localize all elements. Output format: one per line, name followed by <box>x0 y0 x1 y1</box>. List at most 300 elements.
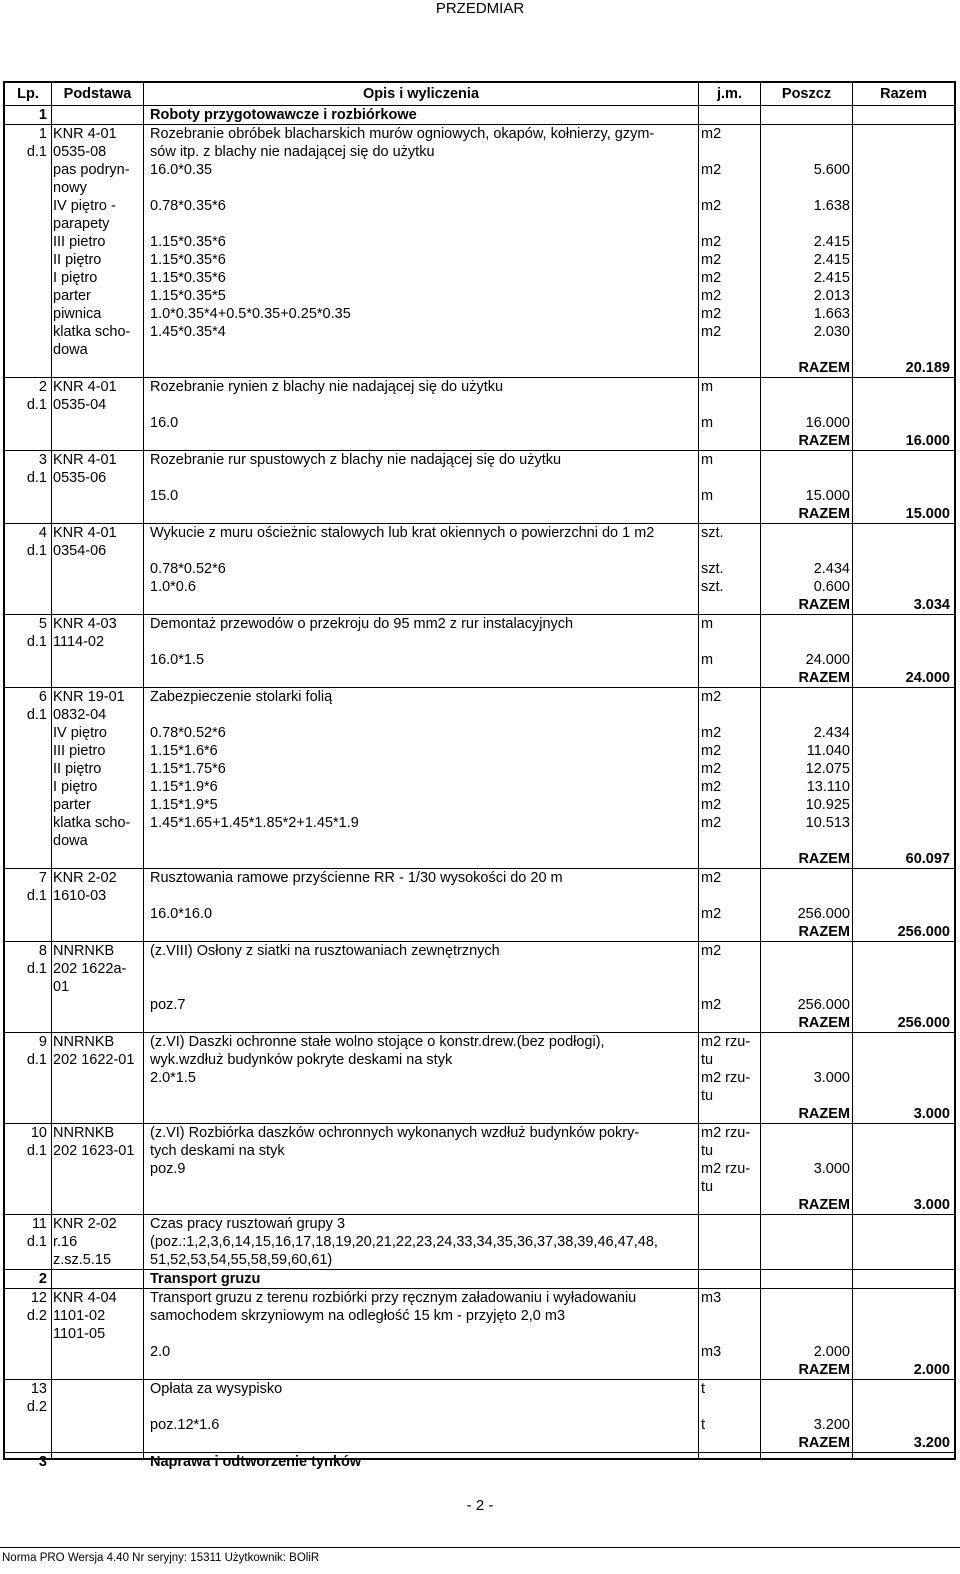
cell-poszcz: RAZEM <box>798 851 850 867</box>
cell-razem <box>852 814 954 850</box>
cell-razem <box>852 778 954 796</box>
table-row <box>5 1032 954 1069</box>
cell-lp <box>5 1361 50 1379</box>
cell-podstawa: KNR 4-01 0535-08 <box>53 126 117 160</box>
section-row <box>5 1269 954 1288</box>
cell-opis <box>146 1105 699 1123</box>
cell-lp <box>5 414 50 432</box>
cell-poszcz: 2.415 <box>813 234 850 250</box>
cell-podstawa: IV piętro - parapety <box>53 198 116 232</box>
cell-podstawa: KNR 19-01 0832-04 <box>53 689 125 723</box>
cell-podstawa <box>50 996 146 1014</box>
cell-razem <box>852 1124 954 1160</box>
cell-opis <box>146 1434 699 1452</box>
cell-podstawa: I piętro <box>53 270 98 286</box>
table-row <box>5 450 954 487</box>
cell-poszcz: 2.000 <box>813 1344 850 1360</box>
cell-opis: 1.15*1.9*5 <box>150 797 218 813</box>
cell-jm: szt. <box>701 561 724 577</box>
cell-jm <box>699 1105 769 1123</box>
cell-jm <box>699 669 769 687</box>
cell-podstawa: klatka scho- dowa <box>53 815 131 849</box>
cell-razem <box>852 796 954 814</box>
cell-poszcz: 13.110 <box>806 779 850 795</box>
cell-opis: Rozebranie rur spustowych z blachy nie nadającej się do użytku <box>150 452 562 468</box>
header-poszcz: Poszcz <box>760 83 852 105</box>
cell-lp <box>5 905 50 923</box>
cell-opis: Opłata za wysypisko <box>150 1381 283 1397</box>
cell-poszcz <box>769 1033 852 1069</box>
table-row <box>5 197 954 233</box>
estimate-table <box>3 81 956 1470</box>
cell-razem: 2.000 <box>913 1362 950 1378</box>
cell-poszcz <box>769 451 852 487</box>
cell-lp: 6 d.1 <box>26 689 47 723</box>
cell-lp: 12 d.2 <box>26 1290 47 1324</box>
cell-lp: 13 d.2 <box>26 1381 47 1415</box>
cell-jm: m3 <box>701 1344 722 1360</box>
cell-podstawa: parter <box>53 797 91 813</box>
total-row <box>5 1105 954 1123</box>
cell-poszcz: 16.000 <box>805 415 850 431</box>
total-row <box>5 669 954 687</box>
cell-jm <box>699 432 769 450</box>
cell-jm: m3 <box>701 1290 722 1306</box>
table-row <box>5 905 954 923</box>
cell-lp: 8 d.1 <box>26 943 47 977</box>
cell-razem <box>852 996 954 1014</box>
cell-lp <box>5 1160 50 1196</box>
cell-razem: 256.000 <box>897 924 950 940</box>
table-row <box>5 523 954 560</box>
cell-jm <box>699 596 769 614</box>
cell-podstawa <box>50 669 146 687</box>
cell-lp <box>5 760 50 778</box>
cell-jm: m2 rzu- tu <box>701 1125 751 1159</box>
cell-poszcz: 0.600 <box>813 579 850 595</box>
cell-podstawa <box>50 414 146 432</box>
cell-jm <box>699 359 769 377</box>
cell-lp: 2 <box>38 1271 47 1287</box>
cell-opis <box>146 850 699 868</box>
cell-lp <box>5 233 50 251</box>
cell-opis: 1.15*0.35*5 <box>150 288 226 304</box>
column-divider <box>698 105 699 1458</box>
cell-lp <box>5 651 50 669</box>
table-row <box>5 124 954 161</box>
cell-podstawa: KNR 4-04 1101-02 1101-05 <box>53 1290 117 1342</box>
cell-jm: szt. <box>701 525 724 541</box>
cell-razem <box>852 451 954 487</box>
table-row <box>5 687 954 724</box>
cell-opis <box>146 596 699 614</box>
table-row <box>5 287 954 305</box>
page-title: PRZEDMIAR <box>435 0 525 17</box>
table-row <box>5 1288 954 1343</box>
cell-podstawa <box>50 1105 146 1123</box>
cell-opis: 16.0*0.35 <box>150 162 213 178</box>
cell-jm: m2 <box>701 997 722 1013</box>
cell-lp <box>5 305 50 323</box>
cell-podstawa: KNR 4-03 1114-02 <box>53 616 117 650</box>
section-row <box>5 106 954 124</box>
cell-poszcz <box>769 869 852 905</box>
table-body <box>5 106 954 1471</box>
cell-lp <box>5 287 50 305</box>
cell-opis: 2.0 <box>150 1344 171 1360</box>
cell-poszcz: RAZEM <box>798 433 850 449</box>
cell-razem <box>852 323 954 359</box>
cell-jm <box>699 1434 769 1452</box>
cell-razem <box>852 287 954 305</box>
cell-opis: 1.15*0.35*6 <box>150 252 226 268</box>
cell-lp <box>5 1105 50 1123</box>
cell-lp <box>5 161 50 197</box>
header-podstawa: Podstawa <box>51 83 143 105</box>
cell-razem: 24.000 <box>905 670 950 686</box>
cell-lp: 1 <box>38 107 47 123</box>
cell-jm: m <box>701 379 714 395</box>
table-row <box>5 742 954 760</box>
cell-jm: m2 <box>701 689 722 705</box>
cell-opis <box>146 669 699 687</box>
cell-lp: 7 d.1 <box>26 870 47 904</box>
total-row <box>5 1361 954 1379</box>
cell-podstawa: I piętro <box>53 779 98 795</box>
cell-lp <box>5 778 50 796</box>
cell-lp <box>5 578 50 596</box>
cell-podstawa: klatka scho- dowa <box>53 324 131 358</box>
table-row <box>5 377 954 414</box>
cell-poszcz <box>769 524 852 560</box>
cell-lp <box>5 923 50 941</box>
cell-opis <box>146 432 699 450</box>
cell-poszcz <box>769 125 852 161</box>
cell-jm: m <box>701 488 714 504</box>
cell-opis: 16.0*1.5 <box>150 652 205 668</box>
cell-poszcz: 3.000 <box>813 1070 850 1086</box>
cell-lp <box>5 742 50 760</box>
total-row <box>5 1196 954 1214</box>
cell-opis: (z.VI) Daszki ochronne stałe wolno stojące o konstr.drew.(bez podłogi), wyk.wzdłuż budynków pokryte deskami na styk <box>150 1034 605 1068</box>
cell-jm: m2 <box>701 943 722 959</box>
cell-jm: m2 <box>701 288 722 304</box>
cell-lp: 4 d.1 <box>26 525 47 559</box>
cell-poszcz: 15.000 <box>805 488 850 504</box>
cell-jm <box>699 1215 769 1269</box>
cell-razem <box>852 942 954 996</box>
cell-poszcz <box>769 688 852 724</box>
column-divider <box>143 105 144 1458</box>
table-row <box>5 814 954 850</box>
cell-lp <box>5 724 50 742</box>
cell-podstawa <box>50 1361 146 1379</box>
cell-podstawa <box>50 505 146 523</box>
cell-opis: 16.0*16.0 <box>150 906 213 922</box>
table-row <box>5 251 954 269</box>
table-row <box>5 996 954 1014</box>
cell-razem <box>852 688 954 724</box>
total-row <box>5 596 954 614</box>
cell-opis: 1.15*1.9*6 <box>150 779 218 795</box>
cell-jm <box>699 505 769 523</box>
table-row <box>5 1416 954 1434</box>
cell-poszcz <box>769 1270 852 1288</box>
cell-razem <box>852 1380 954 1416</box>
cell-poszcz: RAZEM <box>798 1015 850 1031</box>
cell-razem: 15.000 <box>905 506 950 522</box>
cell-jm: m2 rzu- tu <box>701 1161 751 1195</box>
cell-lp <box>5 269 50 287</box>
cell-podstawa <box>50 1160 146 1196</box>
cell-poszcz: 5.600 <box>813 162 850 178</box>
cell-podstawa: NNRNKB 202 1622a- 01 <box>53 943 127 995</box>
cell-razem <box>852 197 954 233</box>
cell-jm: m2 rzu- tu <box>701 1070 751 1104</box>
cell-lp <box>5 251 50 269</box>
cell-razem <box>852 560 954 578</box>
cell-poszcz: 24.000 <box>805 652 850 668</box>
cell-podstawa <box>50 1270 146 1288</box>
footer-note: Norma PRO Wersja 4.40 Nr seryjny: 15311 Użytkownik: BOliR <box>2 1552 320 1564</box>
cell-podstawa <box>50 923 146 941</box>
column-divider <box>760 105 761 1458</box>
cell-opis: Transport gruzu z terenu rozbiórki przy ręcznym załadowaniu i wyładowaniu samochodem skrzyniowym na odległość 15 km - przyjęto 2,0 m3 <box>150 1290 637 1324</box>
cell-lp <box>5 560 50 578</box>
cell-razem <box>852 1343 954 1361</box>
table-row <box>5 760 954 778</box>
table-header <box>5 83 954 106</box>
cell-poszcz: RAZEM <box>798 1362 850 1378</box>
cell-razem <box>852 869 954 905</box>
cell-razem <box>852 1033 954 1069</box>
cell-jm: m2 <box>701 906 722 922</box>
cell-jm: m2 rzu- tu <box>701 1034 751 1068</box>
cell-jm <box>699 1270 769 1288</box>
table-row <box>5 161 954 197</box>
table-row <box>5 614 954 651</box>
cell-razem: 3.000 <box>913 1106 950 1122</box>
cell-podstawa <box>50 106 146 124</box>
cell-lp <box>5 1343 50 1361</box>
cell-razem <box>852 578 954 596</box>
section-row <box>5 1452 954 1471</box>
cell-opis: 1.0*0.35*4+0.5*0.35+0.25*0.35 <box>150 306 351 322</box>
cell-razem <box>852 1289 954 1343</box>
header-lp: Lp. <box>17 86 39 102</box>
cell-lp <box>5 814 50 850</box>
cell-opis: Demontaż przewodów o przekroju do 95 mm2 z rur instalacyjnych <box>150 616 574 632</box>
cell-podstawa: KNR 4-01 0535-04 <box>53 379 117 413</box>
cell-poszcz: 256.000 <box>797 906 850 922</box>
header-jm: j.m. <box>698 83 760 105</box>
cell-podstawa <box>50 1014 146 1032</box>
cell-podstawa <box>50 850 146 868</box>
cell-poszcz: 2.030 <box>813 324 850 340</box>
cell-podstawa: pas podryn- nowy <box>53 162 130 196</box>
cell-opis: 16.0 <box>150 415 179 431</box>
table-row <box>5 796 954 814</box>
cell-opis: Rozebranie obróbek blacharskich murów ogniowych, okapów, kołnierzy, gzym- sów itp. z blachy nie nadającej się do użytku <box>150 126 655 160</box>
cell-opis <box>146 1361 699 1379</box>
cell-poszcz: 2.013 <box>813 288 850 304</box>
table-row <box>5 1160 954 1196</box>
cell-podstawa: III pietro <box>53 743 106 759</box>
table-row <box>5 1379 954 1416</box>
cell-razem <box>852 1215 954 1269</box>
cell-razem <box>852 414 954 432</box>
cell-podstawa <box>50 1434 146 1452</box>
cell-razem <box>852 742 954 760</box>
cell-opis: (z.VIII) Osłony z siatki na rusztowaniach zewnętrznych <box>150 943 500 959</box>
cell-jm: m <box>701 415 714 431</box>
cell-opis: Naprawa i odtworzenie tynków <box>150 1454 362 1470</box>
cell-podstawa <box>50 651 146 669</box>
cell-lp <box>5 850 50 868</box>
cell-razem <box>852 487 954 505</box>
table-row <box>5 578 954 596</box>
cell-opis: 0.78*0.52*6 <box>150 725 226 741</box>
cell-podstawa <box>50 578 146 596</box>
cell-jm: m2 <box>701 743 722 759</box>
cell-lp <box>5 596 50 614</box>
footer-divider <box>0 1547 960 1548</box>
cell-podstawa: KNR 4-01 0354-06 <box>53 525 117 559</box>
cell-razem <box>852 760 954 778</box>
cell-poszcz: 3.000 <box>813 1161 850 1177</box>
total-row <box>5 359 954 377</box>
cell-opis <box>146 359 699 377</box>
cell-jm: m2 <box>701 797 722 813</box>
cell-razem <box>852 1160 954 1196</box>
cell-podstawa <box>50 432 146 450</box>
cell-podstawa <box>50 487 146 505</box>
cell-jm: m2 <box>701 725 722 741</box>
cell-poszcz <box>769 942 852 996</box>
cell-jm <box>699 106 769 124</box>
total-row <box>5 432 954 450</box>
cell-opis: (z.VI) Rozbiórka daszków ochronnych wykonanych wzdłuż budynków pokry- tych deskami na styk <box>150 1125 640 1159</box>
cell-razem: 3.000 <box>913 1197 950 1213</box>
cell-podstawa: II piętro <box>53 761 102 777</box>
cell-poszcz: RAZEM <box>798 1197 850 1213</box>
cell-razem: 60.097 <box>905 851 950 867</box>
column-divider <box>852 105 853 1458</box>
header-razem: Razem <box>852 83 954 105</box>
cell-jm: m2 <box>701 162 722 178</box>
cell-jm: m2 <box>701 779 722 795</box>
cell-razem <box>852 524 954 560</box>
cell-razem <box>852 251 954 269</box>
cell-jm: m <box>701 452 714 468</box>
cell-opis: poz.7 <box>150 997 186 1013</box>
table-row <box>5 778 954 796</box>
cell-lp: 2 d.1 <box>26 379 47 413</box>
cell-poszcz <box>769 1289 852 1343</box>
cell-opis: 2.0*1.5 <box>150 1070 196 1086</box>
cell-jm <box>699 850 769 868</box>
cell-opis <box>146 1196 699 1214</box>
cell-razem <box>852 905 954 923</box>
cell-razem: 3.034 <box>913 597 950 613</box>
cell-poszcz: 10.513 <box>805 815 850 831</box>
cell-opis: 1.0*0.6 <box>150 579 196 595</box>
cell-jm: t <box>701 1417 706 1433</box>
cell-razem <box>852 378 954 414</box>
cell-opis: Czas pracy rusztowań grupy 3 (poz.:1,2,3,6,14,15,16,17,18,19,20,21,22,23,24,33,34,35,36,37,38,39,46,47,48, 51,52,53,54,55,58,59,60,61) <box>150 1216 658 1268</box>
cell-lp: 1 d.1 <box>26 126 47 160</box>
cell-jm <box>699 1196 769 1214</box>
cell-podstawa: parter <box>53 288 91 304</box>
cell-opis: 1.45*0.35*4 <box>150 324 226 340</box>
cell-opis <box>146 923 699 941</box>
cell-opis: Transport gruzu <box>150 1271 261 1287</box>
cell-jm: m2 <box>701 815 722 831</box>
cell-razem <box>852 125 954 161</box>
cell-jm: m2 <box>701 234 722 250</box>
cell-opis: 1.15*1.75*6 <box>150 761 226 777</box>
table-row <box>5 233 954 251</box>
cell-podstawa <box>50 596 146 614</box>
cell-lp <box>5 1434 50 1452</box>
cell-razem <box>852 724 954 742</box>
cell-poszcz: 2.415 <box>813 252 850 268</box>
cell-razem: 20.189 <box>905 360 950 376</box>
cell-podstawa: KNR 4-01 0535-06 <box>53 452 117 486</box>
cell-podstawa: KNR 2-02 r.16 z.sz.5.15 <box>53 1216 117 1268</box>
cell-jm: m <box>701 652 714 668</box>
cell-opis: 1.15*1.6*6 <box>150 743 218 759</box>
cell-jm <box>699 1453 769 1471</box>
cell-poszcz: RAZEM <box>798 360 850 376</box>
cell-podstawa: II piętro <box>53 252 102 268</box>
cell-jm <box>699 1014 769 1032</box>
table-row <box>5 724 954 742</box>
cell-opis <box>146 1014 699 1032</box>
cell-opis: 1.45*1.65+1.45*1.85*2+1.45*1.9 <box>150 815 359 831</box>
table-row <box>5 941 954 996</box>
cell-razem <box>852 615 954 651</box>
table-row <box>5 269 954 287</box>
cell-opis: Rozebranie rynien z blachy nie nadającej się do użytku <box>150 379 504 395</box>
cell-lp <box>5 432 50 450</box>
cell-podstawa: III pietro <box>53 234 106 250</box>
cell-opis: 0.78*0.35*6 <box>150 198 226 214</box>
cell-poszcz: RAZEM <box>798 597 850 613</box>
table-row <box>5 1343 954 1361</box>
total-row <box>5 505 954 523</box>
cell-razem: 16.000 <box>905 433 950 449</box>
cell-opis <box>146 505 699 523</box>
table-row <box>5 651 954 669</box>
table-row <box>5 487 954 505</box>
cell-opis: 1.15*0.35*6 <box>150 270 226 286</box>
cell-lp <box>5 1014 50 1032</box>
cell-jm: m2 <box>701 252 722 268</box>
cell-podstawa <box>50 1380 146 1416</box>
cell-razem: 256.000 <box>897 1015 950 1031</box>
cell-poszcz: RAZEM <box>798 670 850 686</box>
cell-razem <box>852 1416 954 1434</box>
cell-opis: 0.78*0.52*6 <box>150 561 226 577</box>
table-row <box>5 1069 954 1105</box>
cell-opis: Roboty przygotowawcze i rozbiórkowe <box>150 107 417 123</box>
cell-poszcz <box>769 1215 852 1269</box>
total-row <box>5 1014 954 1032</box>
cell-podstawa: NNRNKB 202 1623-01 <box>53 1125 135 1159</box>
cell-jm: m <box>701 616 714 632</box>
cell-poszcz: 3.200 <box>813 1417 850 1433</box>
